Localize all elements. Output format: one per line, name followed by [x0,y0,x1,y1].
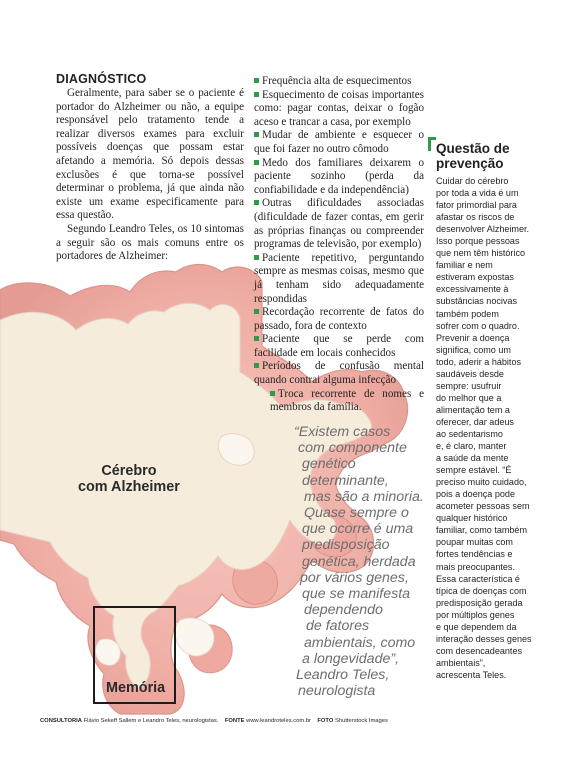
sidebar-line: típica de doenças com [436,585,527,596]
symptoms-list [254,75,424,415]
quote-line: determinante, [302,472,389,489]
diagnostico-paragraph: Geralmente, para saber se o paciente é portador do Alzheimer ou não, a equipe responsável pelo tratamento tende a realizar diversos exames para excluir possíveis doenças que possam estar afetando a memória. Só depois dessas exclusões é que torna-se possível determinar o problema, já que ainda não existe um exame especificamente para essa questão. [56,87,244,222]
quote-line: genético [302,456,356,473]
accent-mark [428,137,436,140]
quote-line: Quase sempre o [304,505,409,522]
sidebar-line: interação desses genes [436,633,532,644]
quote-line: que ocorre é uma [302,521,414,538]
sidebar-line: e, é claro, manter [436,441,507,452]
sidebar-line: do melhor que a [436,392,502,403]
quote-line: Leandro Teles, [296,667,390,684]
sidebar-line: com desencadeantes [436,645,523,656]
quote-line: neurologista [298,683,376,700]
bullet-icon [254,255,259,260]
sidebar-line: preciso muito cuidado, [436,477,527,488]
symptom-item: Esquecimento de coisas importantes como: pagar contas, deixar o fogão aceso e trancar a casa, por exemplo [254,88,424,128]
sidebar-line: estiveram expostas [436,272,514,283]
sidebar-body [436,175,562,681]
sidebar-line: acometer pessoas sem [436,501,530,512]
sidebar-line: fortes tendências e [436,549,513,560]
quote-line: de fatores [306,618,370,635]
bullet-icon [254,78,259,83]
pull-quote [276,424,432,699]
sidebar-line: sempre estável. “É [436,465,512,476]
bullet-icon [254,160,259,165]
sidebar-line: acrescenta Teles. [436,669,507,680]
sidebar-line: sofrer com o quadro. [436,320,520,331]
sidebar-line: substâncias nocivas [436,296,517,307]
symptom-item: Paciente que se perde com facilidade em locais conhecidos [254,333,424,359]
sidebar-line: predisposição gerada [436,597,523,608]
sidebar-line: significa, como um [436,344,511,355]
sidebar-line: Cuidar do cérebro [436,176,509,186]
memory-label: Memória [106,680,166,696]
sidebar-line: mais preocupantes. [436,561,515,572]
bullet-icon [254,336,259,341]
symptom-item: Mudar de ambiente e esquecer o que foi fazer no outro cômodo [254,129,424,155]
quote-line: ambientais, como [304,634,416,651]
sidebar-line: Isso porque pessoas [436,236,520,247]
sidebar-line: a saúde da mente [436,453,509,464]
sidebar-line: Essa característica é [436,573,520,584]
sidebar-line: afastar os riscos de [436,212,515,223]
credits-label: FOTO [317,718,334,724]
credits-text: www.leandroteles.com.br [246,718,311,724]
brain-ventricle [175,618,214,656]
symptom-item: Paciente repetitivo, perguntando sempre as mesmas coisas, mesmo que já tenham sido adequadamente respondidas [254,251,424,305]
sidebar-line: fator primordial para [436,200,517,211]
diagnostico-heading: DIAGNÓSTICO [56,72,147,86]
sidebar-title: Questão de prevenção [436,141,510,171]
sidebar-line: oferecer, dar adeus [436,416,514,427]
symptom-item: Outras dificuldades associadas (dificuldade de fazer contas, em gerir as próprias finanças ou compreender programas de televisão, por exemplo) [254,197,424,251]
symptom-item: Frequência alta de esquecimentos [254,75,424,89]
bullet-icon [254,363,259,368]
quote-line: por vários genes, [300,569,409,586]
quote-line: a longevidade”, [302,650,400,667]
sidebar-line: e que dependem da [436,621,517,632]
bullet-icon [270,391,275,396]
sidebar-line: que nem têm histórico [436,248,526,259]
bullet-icon [254,92,259,97]
symptom-item: Recordação recorrente de fatos do passado, fora de contexto [254,306,424,332]
sidebar-line: poupar muitas com [436,537,513,548]
sidebar-line: alimentação tem a [436,404,510,415]
sidebar-line: familiar e nem [436,260,493,271]
bullet-icon [254,132,259,137]
quote-line: predisposição [302,537,390,554]
symptom-item: Troca recorrente de nomes e membros da família. [270,387,424,414]
quote-line: dependendo [304,602,383,619]
quote-line: que se manifesta [302,586,411,603]
bullet-icon [254,309,259,314]
quote-line: mas são a minoria. [304,488,424,505]
sidebar-line: qualquer histórico [436,513,508,524]
credits-text: Flávio Sekeff Sallem e Leandro Teles, neurologistas. [83,718,219,724]
credits-text: Shutterstock Images [335,718,388,724]
sidebar-line: também podem [436,308,499,319]
diagnostico-paragraph: Segundo Leandro Teles, os 10 sintomas a seguir são os mais comuns entre os portadores de Alzheimer: [56,222,244,263]
brain-label: Cérebro com Alzheimer [78,463,180,495]
symptom-item: Períodos de confusão mental quando contrai alguma infecção [254,360,424,387]
credits-line [40,718,388,724]
sidebar-line: pois a doença pode [436,489,515,500]
quote-line: com componente [298,440,407,457]
sidebar-line: Prevenir a doença [436,332,510,343]
symptom-item: Medo dos familiares deixarem o paciente sozinho (perda da confiabilidade e da independência) [254,156,424,196]
sidebar-line: sempre: usufruir [436,380,502,391]
sidebar-line: familiar, como também [436,525,527,536]
sidebar-line: saudáveis desde [436,368,504,379]
sidebar-line: por toda a vida é um [436,188,519,199]
sidebar-line: ao sedentarismo [436,428,503,439]
diagnostico-body [56,87,244,264]
sidebar-line: ambientais”, [436,657,486,668]
bullet-icon [254,200,259,205]
sidebar-line: por múltiplos genes [436,609,515,620]
credits-label: CONSULTORIA [40,718,82,724]
sidebar-line: todo, aderir a hábitos [436,356,521,367]
sidebar-line: desenvolver Alzheimer. [436,224,530,235]
quote-line: genética, herdada [302,553,416,570]
quote-line: “Existem casos [294,424,391,440]
credits-label: FONTE [224,718,245,724]
sidebar-line: excessivamente à [436,284,509,295]
